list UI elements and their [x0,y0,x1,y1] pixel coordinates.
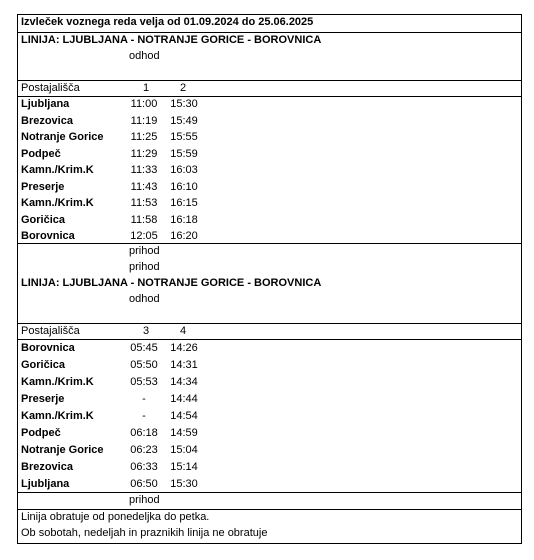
departure-time: 14:34 [170,376,198,388]
departure-time: 15:49 [170,115,198,127]
departure-time: 14:26 [170,342,198,354]
stop-name: Kamn./Krim.K [21,376,94,388]
departure-time: 11:25 [130,131,158,143]
stops-header: Postajališča [21,325,80,337]
stop-name: Kamn./Krim.K [21,410,94,422]
stop-name: Kamn./Krim.K [21,197,94,209]
departure-time: - [142,393,146,405]
departure-time: 15:14 [170,461,198,473]
direction-arrival: prihod [129,261,160,273]
departure-time: - [142,410,146,422]
departure-time: 16:18 [170,214,198,226]
timetable-sheet [17,14,522,544]
stop-name: Brezovica [21,115,73,127]
departure-time: 11:00 [130,98,158,110]
departure-time: 16:03 [170,164,198,176]
divider [18,32,521,33]
departure-time: 11:53 [130,197,158,209]
departure-time: 14:54 [170,410,198,422]
departure-time: 11:58 [130,214,158,226]
departure-time: 06:50 [130,478,158,490]
departure-time: 16:15 [170,197,198,209]
departure-time: 16:10 [170,181,198,193]
route-title-return: LINIJA: LJUBLJANA - NOTRANJE GORICE - BOROVNICA [21,277,322,289]
stop-name: Notranje Gorice [21,131,104,143]
departure-time: 14:59 [170,427,198,439]
departure-time: 12:05 [130,230,158,242]
departure-time: 05:45 [130,342,158,354]
trip-number: 4 [180,325,187,337]
departure-time: 05:53 [130,376,158,388]
trip-number: 1 [143,82,150,94]
stop-name: Kamn./Krim.K [21,164,94,176]
divider [18,243,521,244]
stop-name: Podpeč [21,148,61,160]
stop-name: Podpeč [21,427,61,439]
departure-time: 06:33 [130,461,158,473]
departure-time: 06:23 [130,444,158,456]
departure-time: 15:30 [170,478,198,490]
direction-arrival: prihod [129,494,160,506]
divider [18,509,521,510]
divider [18,80,521,81]
route-title-outbound: LINIJA: LJUBLJANA - NOTRANJE GORICE - BOROVNICA [21,34,322,46]
departure-time: 16:20 [170,230,198,242]
divider [18,96,521,97]
departure-time: 06:18 [130,427,158,439]
departure-time: 11:29 [130,148,158,160]
departure-time: 14:31 [170,359,198,371]
stop-name: Notranje Gorice [21,444,104,456]
stop-name: Preserje [21,393,65,405]
stop-name: Borovnica [21,342,75,354]
trip-number: 3 [143,325,150,337]
departure-time: 15:55 [170,131,198,143]
divider [18,492,521,493]
stop-name: Goričica [21,359,66,371]
stop-name: Borovnica [21,230,75,242]
direction-arrival: prihod [129,245,160,257]
stop-name: Ljubljana [21,478,70,490]
stops-header: Postajališča [21,82,80,94]
stop-name: Brezovica [21,461,73,473]
departure-time: 15:59 [170,148,198,160]
direction-departure: odhod [129,293,160,305]
trip-number: 2 [180,82,187,94]
timetable-title: Izvleček voznega reda velja od 01.09.2024 do 25.06.2025 [21,16,314,28]
departure-time: 11:19 [130,115,158,127]
direction-departure: odhod [129,50,160,62]
departure-time: 14:44 [170,393,198,405]
stop-name: Ljubljana [21,98,70,110]
departure-time: 11:33 [130,164,158,176]
departure-time: 11:43 [130,181,158,193]
departure-time: 15:30 [170,98,198,110]
divider [18,323,521,324]
divider [18,339,521,340]
operating-note: Ob sobotah, nedeljah in praznikih linija ne obratuje [21,527,268,539]
operating-note: Linija obratuje od ponedeljka do petka. [21,511,210,523]
stop-name: Goričica [21,214,66,226]
stop-name: Preserje [21,181,65,193]
departure-time: 05:50 [130,359,158,371]
departure-time: 15:04 [170,444,198,456]
